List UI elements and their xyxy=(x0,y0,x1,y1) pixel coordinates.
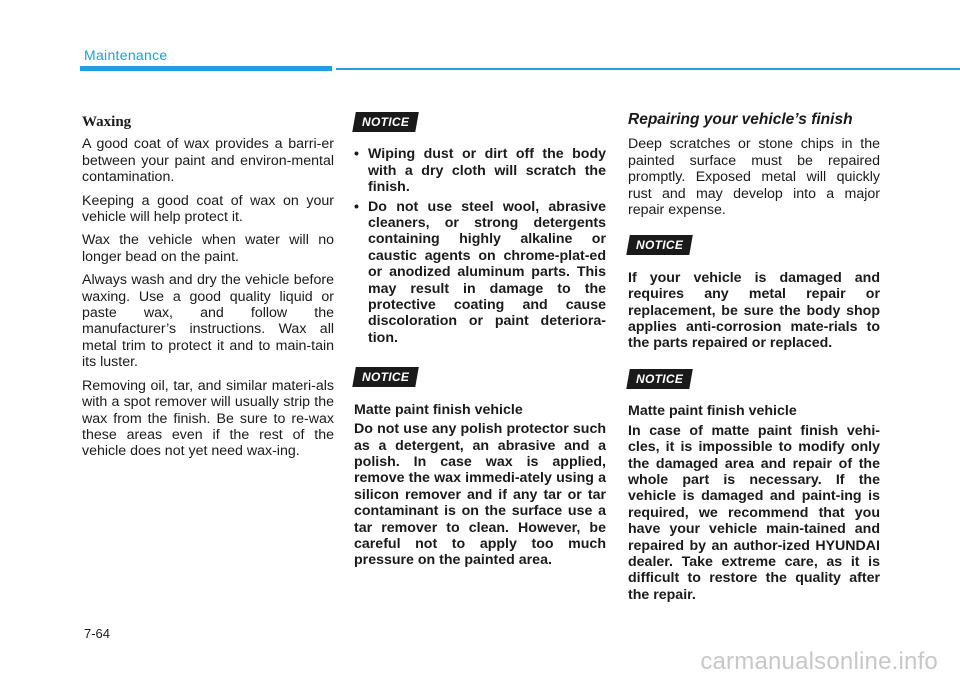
column-waxing xyxy=(82,108,334,467)
waxing-paragraph-1: A good coat of wax provides a barri-er between your paint and environ-mental contamination. xyxy=(82,136,334,186)
repairing-heading: Repairing your vehicle’s finish xyxy=(628,111,853,128)
list-item: • Do not use steel wool, abrasive cleaners, or strong detergents containing highly alkaline or caustic agents on chrome-plat-ed or anodized aluminum parts. This may result in damage to the protective coating and cause discoloration or paint deteriora-tion. xyxy=(354,199,606,347)
header-rule-thin xyxy=(336,68,960,70)
repairing-intro: Deep scratches or stone chips in the painted surface must be repaired promptly. Exposed metal will quickly rust and may develop into a major repair expense. xyxy=(628,136,880,219)
matte-notice-text: In case of matte paint finish vehi-cles, it is impossible to modify only the damaged area and repair of the whole part is necessary. If the vehicle is damaged and paint-ing is required, we recommend that you have your vehicle main-tained and repaired by an author-ized HYUNDAI dealer. Take extreme care, as it is difficult to restore the quality after the repair. xyxy=(628,422,880,603)
matte-notice-text: Do not use any polish protector such as a detergent, an abrasive and a polish. In case wax is applied, remove the wax immedi-ately using a silicon remover and if any tar or tar contaminant is on the surface use a tar remover to clean. However, be careful not to apply too much pressure on the painted area. xyxy=(354,421,606,569)
notice-badge: NOTICE xyxy=(626,369,693,389)
page-number: 7-64 xyxy=(84,626,111,641)
waxing-paragraph-2: Keeping a good coat of wax on your vehicle will help protect it. xyxy=(82,192,334,226)
column-repairing xyxy=(628,108,880,610)
notice-list xyxy=(354,146,606,346)
waxing-paragraph-3: Wax the vehicle when water will no longer bead on the paint. xyxy=(82,232,334,265)
notice-badge: NOTICE xyxy=(352,367,419,387)
waxing-heading: Waxing xyxy=(82,114,132,130)
notice-badge: NOTICE xyxy=(352,112,419,132)
section-title: Maintenance xyxy=(84,47,168,63)
header-rule-thick xyxy=(80,66,332,71)
notice-badge: NOTICE xyxy=(626,235,693,255)
waxing-paragraph-4: Always wash and dry the vehicle before waxing. Use a good quality liquid or paste wax, and follow the manufacturer’s instructions. Wax all metal trim to protect it and to main-tain its luster. xyxy=(82,272,334,371)
repair-notice-text: If your vehicle is damaged and requires any metal repair or replacement, be sure the body shop applies anti-corrosion mate-rials to the parts repaired or replaced. xyxy=(628,269,880,352)
matte-heading: Matte paint finish vehicle xyxy=(628,403,797,420)
matte-heading: Matte paint finish vehicle xyxy=(354,401,523,418)
column-notices xyxy=(354,112,606,576)
list-item: • Wiping dust or dirt off the body with a dry cloth will scratch the finish. xyxy=(354,146,606,195)
watermark: carmanualsonline.info xyxy=(700,648,938,675)
waxing-paragraph-5: Removing oil, tar, and similar materi-als with a spot remover will usually strip the wax from the finish. Be sure to re-wax these areas even if the rest of the vehicle does not yet need wax-ing. xyxy=(82,377,334,460)
